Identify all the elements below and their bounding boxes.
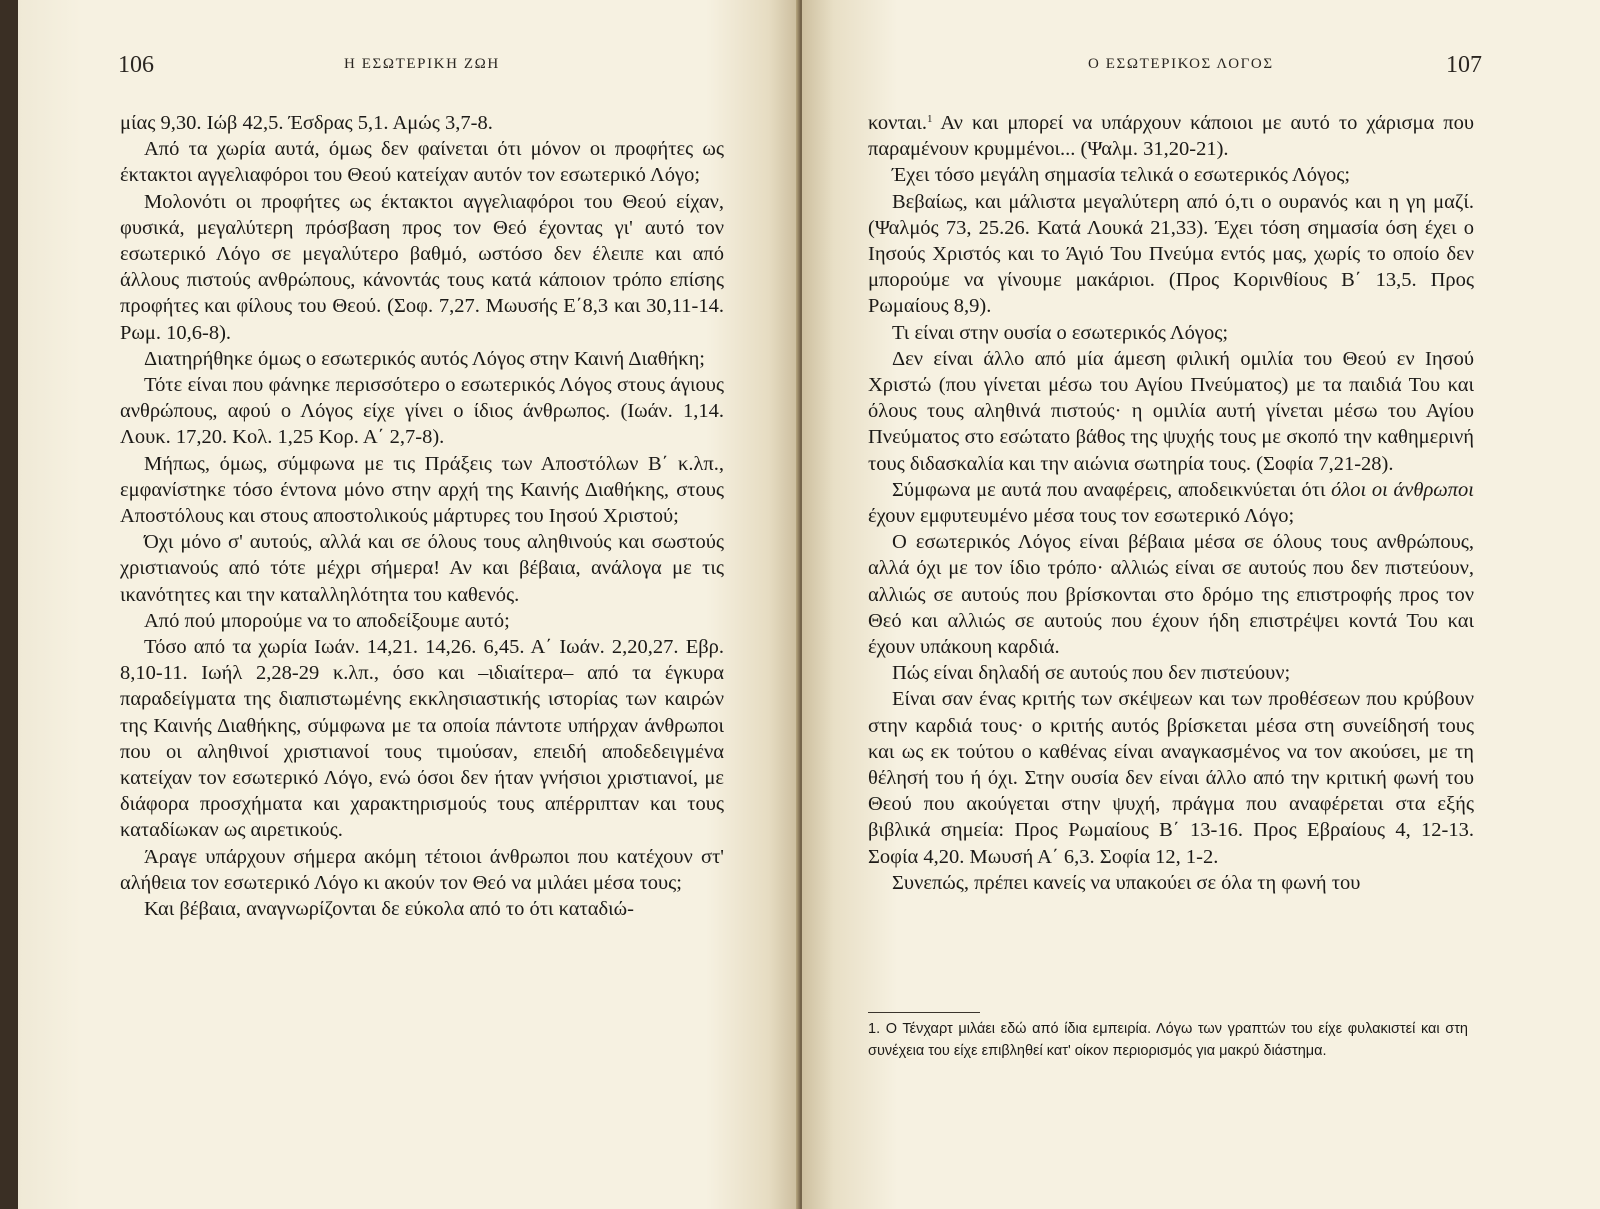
left-page-number: 106: [118, 52, 154, 78]
paragraph: Άραγε υπάρχουν σήμερα ακόμη τέτοιοι άνθρωποι που κατέχουν στ' αλήθεια τον εσωτερικό Λόγο κι ακούν τον Θεό να μιλάει μέσα τους;: [120, 845, 724, 894]
paragraph: Έχει τόσο μεγάλη σημασία τελικά ο εσωτερικός Λόγος;: [892, 164, 1351, 187]
paragraph: Μολονότι οι προφήτες ως έκτακτοι αγγελιαφόροι του Θεού είχαν, φυσικά, μεγαλύτερη πρόσβαση προς τον Θεό έχοντας γι' αυτό τον εσωτερικό Λόγο σε μεγαλύτερο βαθμό, ωστόσο δεν έλειπε και από άλλους πιστούς ανθρώπους, κάνοντάς τους κατά κάποιον τρόπο επίσης προφήτες και φίλους του Θεού. (Σοφ. 7,27. Μωυσής Ε΄8,3 και 30,11-14. Ρωμ. 10,6-8).: [120, 190, 724, 344]
paragraph: Τότε είναι που φάνηκε περισσότερο ο εσωτερικός Λόγος στους άγιους ανθρώπους, αφού ο Λόγος είχε γίνει ο ίδιος άνθρωπος. (Ιωάν. 1,14. Λουκ. 17,20. Κολ. 1,25 Κορ. Α΄ 2,7-8).: [120, 374, 724, 449]
italic-phrase: όλοι οι άνθρωποι: [1331, 478, 1474, 501]
paragraph: Δεν είναι άλλο από μία άμεση φιλική ομιλία του Θεού εν Ιησού Χριστώ (που γίνεται μέσω του Αγίου Πνεύματος) με τα παιδιά Του και όλους τους αληθινά πιστούς· η ομιλία αυτή γίνεται μέσω του Αγίου Πνεύματος στο εσώτατο βάθος της ψυχής τους με σκοπό την καθημερινή τους διδασκαλία και την αιώνια σωτηρία τους. (Σοφία 7,21-28).: [868, 347, 1474, 475]
footnote: 1. Ο Τένχαρτ μιλάει εδώ από ίδια εμπειρία. Λόγω των γραπτών του είχε φυλακιστεί και στη συνέχεια του είχε επιβληθεί κατ' οίκον περιορισμός για μακρύ διάστημα.: [868, 1021, 1468, 1059]
right-running-head: Ο ΕΣΩΤΕΡΙΚΟΣ ΛΟΓΟΣ: [1088, 56, 1274, 72]
paragraph: Ο εσωτερικός Λόγος είναι βέβαια μέσα σε όλους τους ανθρώπους, αλλά όχι με τον ίδιο τρόπο· αλλιώς είναι σε αυτούς που δεν πιστεύουν, αλλιώς σε αυτούς που βρίσκονται στο δρόμο της επιστροφής προς τον Θεό και αλλιώς σε αυτούς που έχουν ήδη επιστρέψει κοντά Του και έχουν υπάκουη καρδιά.: [868, 531, 1474, 659]
paragraph: Πώς είναι δηλαδή σε αυτούς που δεν πιστεύουν;: [892, 662, 1291, 685]
paragraph: Είναι σαν ένας κριτής των σκέψεων και των προθέσεων που κρύβουν στην καρδιά τους· ο κριτής αυτός βρίσκεται μέσα στη συνείδησή τους και ως εκ τούτου ο καθένας είναι αναγκασμένος να τον ακούσει, με τη θέλησή του ή όχι. Στην ουσία δεν είναι άλλο από την κριτική φωνή του Θεού που ακούγεται στην ψυχή, πράγμα που αναφέρεται στα εξής βιβλικά σημεία: Προς Ρωμαίους Β΄ 13-16. Προς Εβραίους 4, 12-13. Σοφία 4,20. Μωυσή Α΄ 6,3. Σοφία 12, 1-2.: [868, 688, 1474, 868]
paragraph: Τόσο από τα χωρία Ιωάν. 14,21. 14,26. 6,45. Α΄ Ιωάν. 2,20,27. Εβρ. 8,10-11. Ιωήλ 2,28-29 κ.λπ., όσο και –ιδιαίτερα– από τα έγκυρα παραδείγματα της διαπιστωμένης εκκλησιαστικής ιστορίας των καιρών της Καινής Διαθήκης, σύμφωνα με τα οποία πάντοτε υπήρχαν άνθρωποι που οι αληθινοί χριστιανοί τους τιμούσαν, επειδή αποδεδειγμένα κατείχαν τον εσωτερικό Λόγο, ενώ όσοι δεν ήταν γνήσιοι χριστιανοί, με διάφορα προσχήματα και χαρακτηρισμούς τους απέρριπταν και τους καταδίωκαν ως αιρετικούς.: [120, 636, 724, 842]
paragraph: Μήπως, όμως, σύμφωνα με τις Πράξεις των Αποστόλων Β΄ κ.λπ., εμφανίστηκε τόσο έντονα μόνο στην αρχή της Καινής Διαθήκης, στους Αποστόλους και στους αποστολικούς μάρτυρες του Ιησού Χριστού;: [120, 452, 724, 528]
right-text-block: [868, 110, 1474, 896]
left-text-block: [120, 110, 724, 922]
paragraph: [868, 110, 1474, 162]
paragraph: Όχι μόνο σ' αυτούς, αλλά και σε όλους τους αληθινούς και σωστούς χριστιανούς από τότε μέχρι σήμερα! Αν και βέβαια, ανάλογα με τις ικανότητες και την καταλληλότητα του καθενός.: [120, 531, 724, 606]
paragraph: Συνεπώς, πρέπει κανείς να υπακούει σε όλα τη φωνή του: [892, 871, 1361, 894]
right-page-number: 107: [1446, 52, 1482, 78]
paragraph: Διατηρήθηκε όμως ο εσωτερικός αυτός Λόγος στην Καινή Διαθήκη;: [144, 347, 705, 370]
left-page: [18, 0, 800, 1209]
paragraph-text: έχουν εμφυτευμένο μέσα τους τον εσωτερικό Λόγο;: [868, 505, 1295, 528]
right-page: [802, 0, 1600, 1209]
paragraph-text: κονται.: [868, 112, 928, 134]
footnote-rule: [868, 1012, 980, 1013]
paragraph: Και βέβαια, αναγνωρίζονται δε εύκολα από το ότι καταδιώ-: [144, 898, 634, 921]
paragraph: μίας 9,30. Ιώβ 42,5. Έσδρας 5,1. Αμώς 3,7-8.: [120, 112, 493, 134]
paragraph: Βεβαίως, και μάλιστα μεγαλύτερη από ό,τι ο ουρανός και η γη μαζί. (Ψαλμός 73, 25.26. Κατά Λουκά 21,33). Έχει τόση σημασία όση έχει ο Ιησούς Χριστός και το Άγιό Του Πνεύμα εντός μας, χωρίς το οποίο δεν μπορούμε να γίνουμε μακάριοι. (Προς Κορινθίους Β΄ 13,5. Προς Ρωμαίους 8,9).: [868, 190, 1474, 318]
paragraph: [868, 477, 1474, 529]
paragraph-text: Σύμφωνα με αυτά που αναφέρεις, αποδεικνύεται ότι: [892, 478, 1332, 501]
paragraph: Από πού μπορούμε να το αποδείξουμε αυτό;: [144, 609, 510, 632]
paragraph: Τι είναι στην ουσία ο εσωτερικός Λόγος;: [892, 321, 1229, 344]
paragraph: Από τα χωρία αυτά, όμως δεν φαίνεται ότι μόνον οι προφήτες ως έκτακτοι αγγελιαφόροι του Θεού κατείχαν αυτόν τον εσωτερικό Λόγο;: [120, 138, 724, 187]
paragraph-text: Αν και μπορεί να υπάρχουν κάποιοι με αυτό το χάρισμα που παραμένουν κρυμμένοι... (Ψαλμ. 31,20-21).: [868, 112, 1474, 161]
footnote-marker: 1: [927, 113, 933, 125]
left-running-head: Η ΕΣΩΤΕΡΙΚΗ ΖΩΗ: [344, 56, 500, 72]
